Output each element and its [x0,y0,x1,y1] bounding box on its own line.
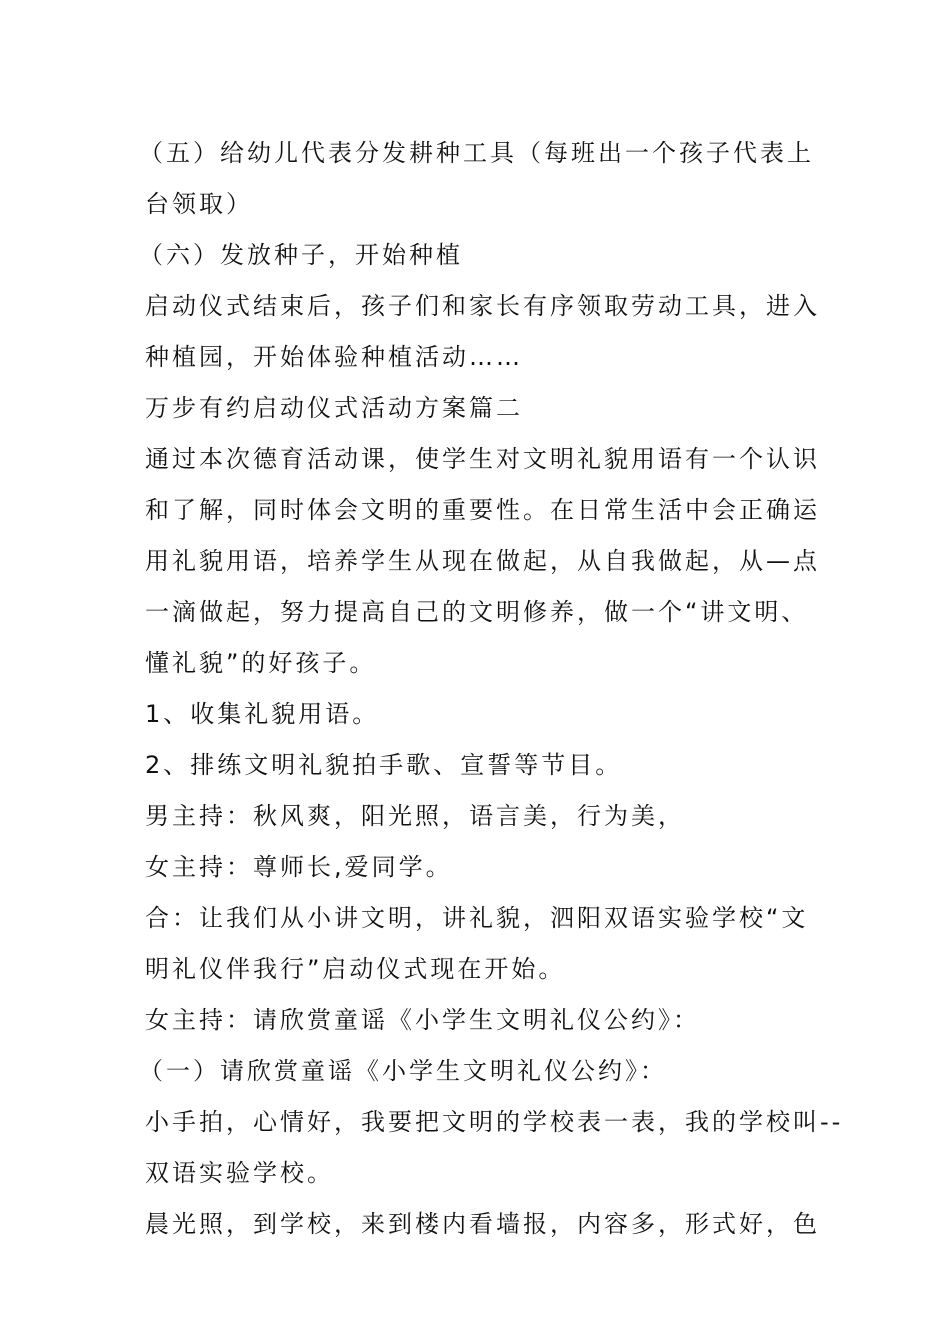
text-line: 明礼仪伴我行”启动仪式现在开始。 [145,955,566,983]
text-line: 懂礼貌”的好孩子。 [145,649,377,677]
list-item: 2、排练文明礼貌拍手歌、宣誓等节目。 [145,751,623,779]
text-line: 种植园，开始体验种植活动…… [145,343,523,371]
text-line: 合：让我们从小讲文明，讲礼貌，泗阳双语实验学校“文 [145,904,809,932]
text-line: 男主持：秋风爽，阳光照，语言美，行为美， [145,802,685,830]
text-line: （一）请欣赏童谣《小学生文明礼仪公约》： [139,1057,667,1085]
text-line: 双语实验学校。 [145,1159,334,1187]
document-body [139,128,844,1250]
text-line: 用礼貌用语，培养学生从现在做起，从自我做起，从—点 [145,547,820,575]
text-line: 女主持：尊师长,爱同学。 [145,853,453,881]
text-line: 小手拍，心情好，我要把文明的学校表一表，我的学校叫-- [145,1108,844,1136]
text-line: （五）给幼儿代表分发耕种工具（每班出一个孩子代表上 [139,139,814,167]
text-line: 台领取） [145,190,253,218]
text-line: 晨光照，到学校，来到楼内看墙报，内容多，形式好，色 [145,1210,820,1238]
text-line: 女主持：请欣赏童谣《小学生文明礼仪公约》： [145,1006,700,1034]
text-line: 通过本次德育活动课，使学生对文明礼貌用语有一个认识 [145,445,820,473]
text-line: 启动仪式结束后，孩子们和家长有序领取劳动工具，进入 [145,292,820,320]
section-heading: 万步有约启动仪式活动方案篇二 [145,394,523,422]
text-line: （六）发放种子，开始种植 [139,241,463,269]
text-line: 和了解，同时体会文明的重要性。在日常生活中会正确运 [145,496,820,524]
text-line: 一滴做起，努力提高自己的文明修养，做一个“讲文明、 [145,598,809,626]
list-item: 1、收集礼貌用语。 [145,700,380,728]
